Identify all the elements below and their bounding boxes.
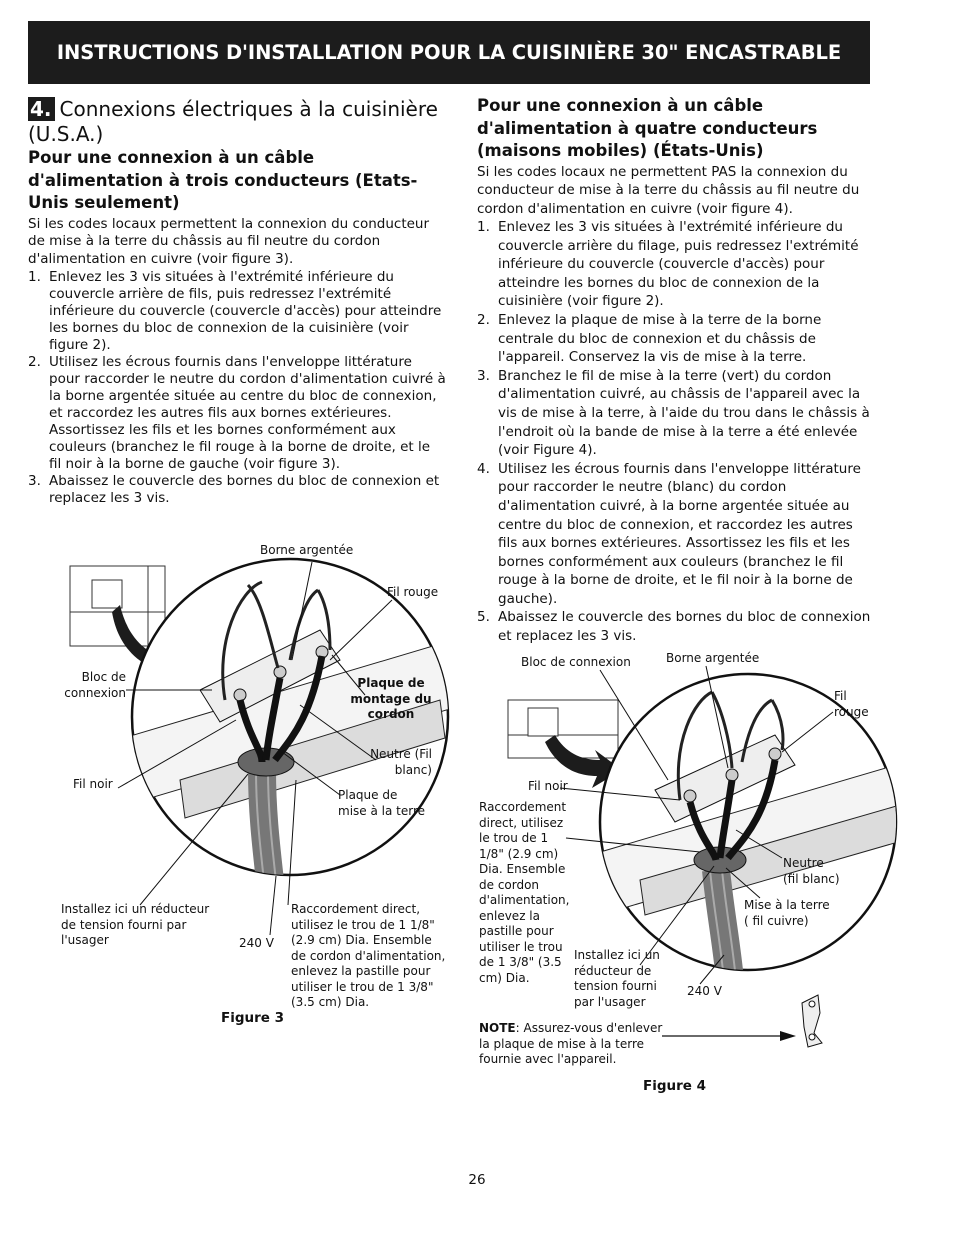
page-number: 26 bbox=[468, 1172, 486, 1188]
fig3-label-reducteur: Installez ici un réducteur de tension fourni par l'usager bbox=[61, 902, 210, 947]
note-arrow-icon bbox=[662, 1031, 796, 1041]
fig3-label-borne-argentee: Borne argentée bbox=[260, 543, 354, 557]
step-number: 2. bbox=[28, 354, 41, 370]
fig4-label-voltage: 240 V bbox=[687, 984, 722, 998]
step-text: Enlevez les 3 vis situées à l'extrémité inférieure du couvercle arrière de fils, puis redressez l'extrémité inférieure du couvercle (couvercle d'accès) pour atteindre les bornes du bloc de connexion de la cuisinière (voir figure 2). bbox=[49, 269, 442, 353]
step-text: Abaissez le couvercle des bornes du bloc de connexion et replacez les 3 vis. bbox=[498, 609, 871, 645]
fig3-label-voltage: 240 V bbox=[239, 936, 274, 950]
four-wire-subtitle: Pour une connexion à un câble d'alimentation à quatre conducteurs (maisons mobiles) (États-Unis) bbox=[477, 96, 818, 160]
step-number: 1. bbox=[28, 269, 41, 285]
fig3-label-plaque-montage: Plaque de montage du cordon bbox=[350, 676, 432, 721]
step-number: 4. bbox=[477, 460, 490, 477]
step-number: 5. bbox=[477, 609, 490, 626]
fig3-label-raccordement: Raccordement direct, utilisez le trou de 1 1/8" (2.9 cm) Dia. Ensemble de cordon d'alimentation, enlevez la pastille pour utiliser le trou de 1 3/8" (3.5 cm) Dia. bbox=[291, 902, 446, 1009]
fig3-label-fil-noir: Fil noir bbox=[73, 777, 113, 791]
four-wire-intro: Si les codes locaux ne permettent PAS la connexion du conducteur de mise à la terre du châssis au fil neutre du cordon d'alimentation en cuivre (voir figure 4). bbox=[477, 163, 860, 217]
fig4-label-raccordement: Raccordement direct, utilisez le trou de 1 1/8" (2.9 cm) Dia. Ensemble de cordon d'alimentation, enlevez la pastille pour utiliser le trou de 1 3/8" (3.5 cm) Dia. bbox=[479, 800, 570, 985]
step-number: 3. bbox=[28, 473, 41, 489]
step-number: 1. bbox=[477, 219, 490, 235]
section-number: 4. bbox=[28, 97, 55, 121]
step-text: Enlevez les 3 vis situées à l'extrémité inférieure du couvercle arrière du filage, puis redressez l'extrémité inférieure du couvercle (couvercle d'accès) pour atteindre les bornes du bloc de connexion de la cuisinière (voir figure 2). bbox=[498, 219, 859, 310]
step-number: 2. bbox=[477, 311, 490, 328]
fig3-label-plaque-terre: Plaque de mise à la terre bbox=[338, 788, 426, 818]
fig4-label-bloc-connexion: Bloc de connexion bbox=[521, 655, 631, 669]
step-text: Enlevez la plaque de mise à la terre de la borne centrale du bloc de connexion et du châssis de l'appareil. Conservez la vis de mise à la terre. bbox=[498, 311, 822, 366]
ground-strap-icon bbox=[802, 995, 822, 1047]
three-wire-subtitle: Pour une connexion à un câble d'alimentation à trois conducteurs (Etats-Unis seulement) bbox=[28, 148, 418, 212]
fig4-note bbox=[479, 1021, 665, 1068]
figure-3-caption: Figure 3 bbox=[221, 1010, 285, 1026]
fig3-label-fil-rouge: Fil rouge bbox=[387, 585, 439, 599]
step-number: 3. bbox=[477, 367, 490, 384]
fig4-label-reducteur: Installez ici un réducteur de tension fourni par l'usager bbox=[574, 948, 660, 1009]
fig4-label-mise-terre: Mise à la terre ( fil cuivre) bbox=[744, 898, 830, 928]
step-text: Abaissez le couvercle des bornes du bloc de connexion et replacez les 3 vis. bbox=[49, 473, 440, 506]
fig3-label-neutre: Neutre (Fil blanc) bbox=[370, 747, 432, 777]
fig4-note-label: NOTE bbox=[479, 1021, 516, 1035]
step-text: Branchez le fil de mise à la terre (vert) du cordon d'alimentation cuivré, au châssis de l'appareil avec la vis de mise à la terre, à l'aide du trou dans le châssis à l'endroit où la bande de mise à la terre a été enlevée (voir Figure 4). bbox=[498, 367, 870, 459]
three-wire-intro: Si les codes locaux permettent la connexion du conducteur de mise à la terre du châssis au fil neutre du cordon d'alimentation en cuivre (voir figure 3). bbox=[28, 215, 430, 267]
figure-4-caption: Figure 4 bbox=[643, 1078, 707, 1094]
fig4-label-fil-rouge: Fil rouge bbox=[834, 689, 869, 719]
section-title-text: Connexions électriques à la cuisinière (U.S.A.) bbox=[28, 97, 438, 146]
fig3-label-bloc-connexion: Bloc de connexion bbox=[64, 670, 126, 700]
step-text: Utilisez les écrous fournis dans l'enveloppe littérature pour raccorder le neutre du cordon d'alimentation cuivré à la borne argentée située au centre du bloc de connexion, et raccordez les autres fils aux bornes extérieures. Assortissez les fils et les bornes conformément aux couleurs (branchez le fil rouge à la borne de droite, et le fil noir à la borne de gauche (voir figure 3). bbox=[49, 354, 446, 472]
fig4-label-fil-noir: Fil noir bbox=[528, 779, 568, 793]
page-header-title: INSTRUCTIONS D'INSTALLATION POUR LA CUISINIÈRE 30" ENCASTRABLE bbox=[56, 41, 842, 64]
fig4-label-neutre: Neutre (fil blanc) bbox=[783, 856, 840, 886]
fig4-note-text: : Assurez-vous d'enlever la plaque de mise à la terre fournie avec l'appareil. bbox=[479, 1021, 663, 1066]
fig4-label-borne-argentee: Borne argentée bbox=[666, 651, 760, 665]
step-text: Utilisez les écrous fournis dans l'enveloppe littérature pour raccorder le neutre (blanc) du cordon d'alimentation cuivré, à la borne argentée située au centre du bloc de connexion, et raccordez les autres fils aux bornes extérieures. Assortissez les fils et les bornes conformément aux couleurs (branchez le fil rouge à la borne de droite, et le fil noir à la borne de gauche). bbox=[498, 460, 861, 607]
